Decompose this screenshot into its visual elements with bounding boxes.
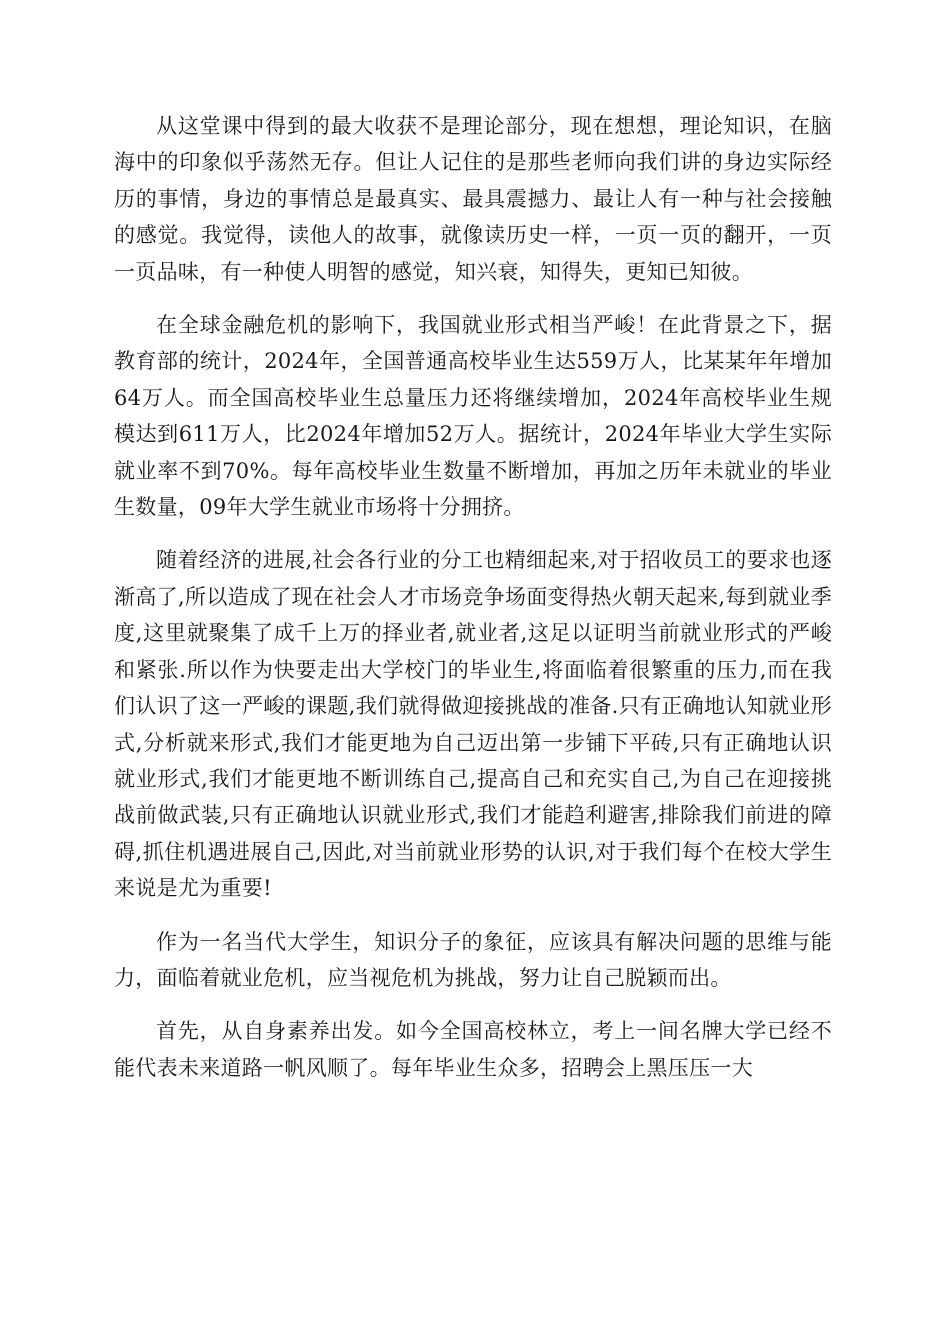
paragraph-course-reflection: 从这堂课中得到的最大收获不是理论部分，现在想想，理论知识，在脑海中的印象似乎荡然无存。但让人记住的是那些老师向我们讲的身边实际经历的事情，身边的事情总是最真实、最具震撼力、最让人有一种与社会接触的感觉。我觉得，读他人的故事，就像读历史一样，一页一页的翻开，一页一页品味，有一种使人明智的感觉，知兴衰，知得失，更知已知彼。 [114,114,832,284]
paragraph-student-responsibility: 作为一名当代大学生，知识分子的象征，应该具有解决问题的思维与能力，面临着就业危机，应当视危机为挑战，努力让自己脱颖而出。 [114,929,832,990]
paragraph-employment-statistics: 在全球金融危机的影响下，我国就业形式相当严峻！在此背景之下，据教育部的统计，2024年，全国普通高校毕业生达559万人，比某某年年增加64万人。而全国高校毕业生总量压力还将继续增加，2024年高校毕业生规模达到611万人，比2024年增加52万人。据统计，2024年毕业大学生实际就业率不到70%。每年高校毕业生数量不断增加，再加之历年未就业的毕业生数量，09年大学生就业市场将十分拥挤。 [114,313,832,520]
paragraph-self-cultivation: 首先，从自身素养出发。如今全国高校林立，考上一间名牌大学已经不能代表未来道路一帆风顺了。每年毕业生众多，招聘会上黑压压一大 [114,1019,832,1080]
document-body [114,108,832,1103]
paragraph-job-market-competition: 随着经济的进展,社会各行业的分工也精细起来,对于招收员工的要求也逐渐高了,所以造成了现在社会人才市场竞争场面变得热火朝天起来,每到就业季度,这里就聚集了成千上万的择业者,就业者,这足以证明当前就业形式的严峻和紧张.所以作为快要走出大学校门的毕业生,将面临着很繁重的压力,而在我们认识了这一严峻的课题,我们就得做迎接挑战的准备.只有正确地认知就业形式,分析就来形式,我们才能更地为自己迈出第一步铺下平砖,只有正确地认识就业形式,我们才能更地不断训练自己,提高自己和充实自己,为自己在迎接挑战前做武装,只有正确地认识就业形式,我们才能趋利避害,排除我们前进的障碍,抓住机遇进展自己,因此,对当前就业形势的认识,对于我们每个在校大学生来说是尤为重要! [114,548,832,901]
